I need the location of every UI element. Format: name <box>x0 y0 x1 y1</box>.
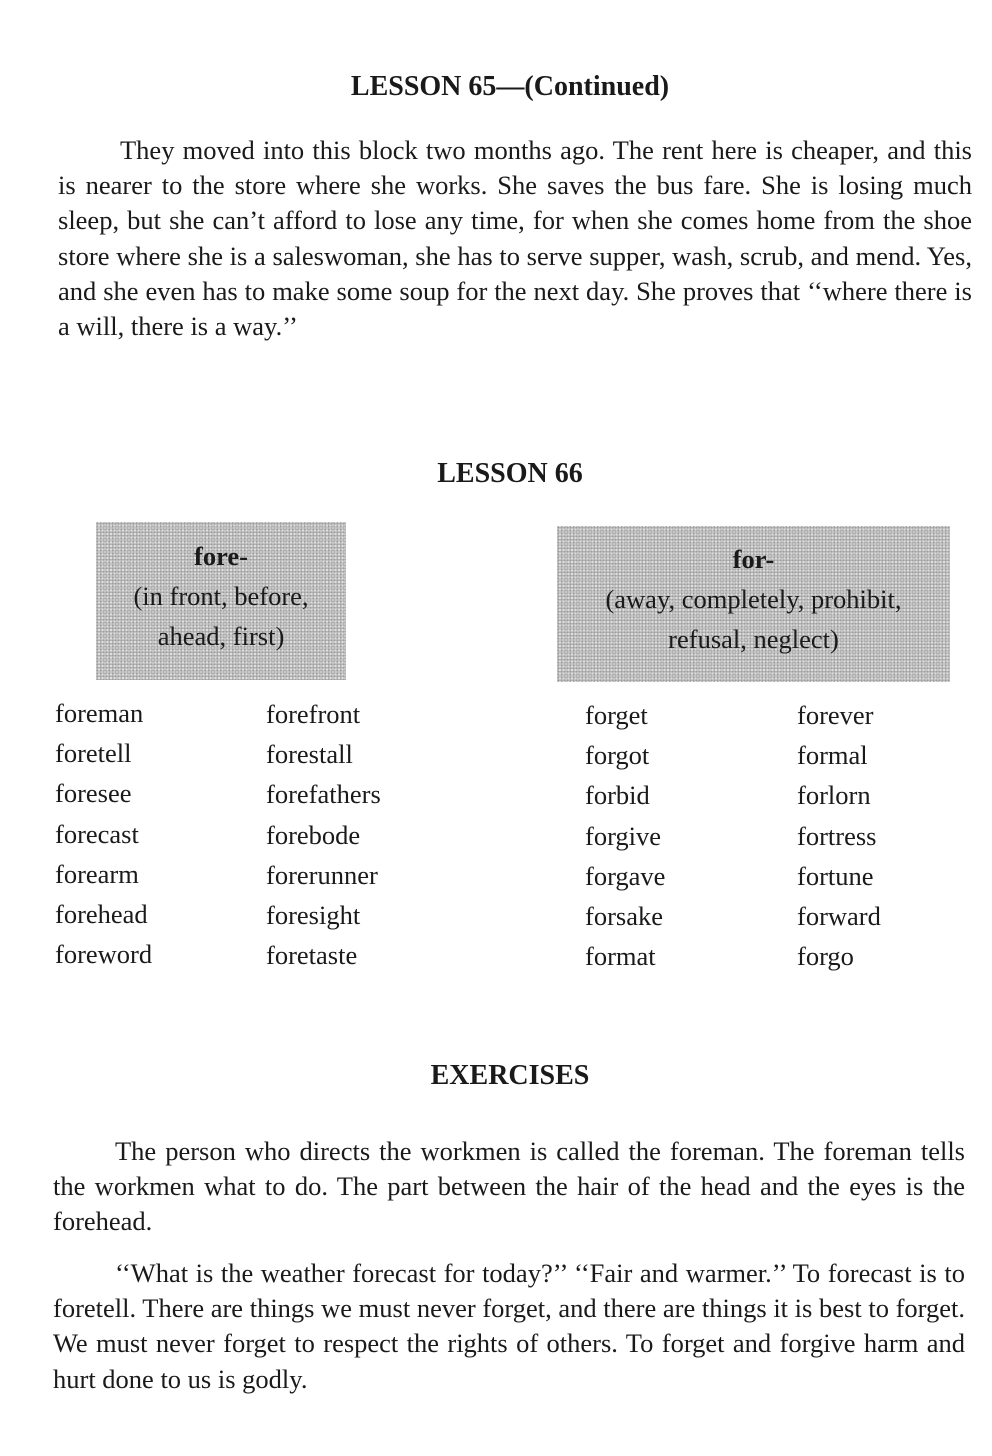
word-list-item: forefathers <box>266 779 381 810</box>
lesson-65-paragraph: They moved into this block two months ago. The rent here is cheaper, and this is nearer to the store where she works. She saves the bus fare. She is losing much sleep, but she can’t afford to lose any time, for when she comes home from the shoe store where she is a saleswoman, she has to serve supper, wash, scrub, and mend. Yes, and she even has to make some soup for the next day. She proves that ‘‘where there is a will, there is a way.’’ <box>58 135 972 342</box>
word-list-item: forehead <box>55 899 148 930</box>
word-list-item: foretell <box>55 738 132 769</box>
lesson-65-heading: LESSON 65—(Continued) <box>350 71 670 102</box>
word-list-item: forward <box>797 901 881 932</box>
for-words-column-2 <box>797 695 881 976</box>
word-list-item: forgave <box>585 860 666 891</box>
fore-meaning-line-1: (in front, before, <box>133 581 309 611</box>
exercises-paragraph-2: ‘‘What is the weather forecast for today?’’ ‘‘Fair and warmer.’’ To forecast is to foretell. There are things we must never forget, and there are things it is best to forget. We must never forget to respect the rights of others. To forget and forgive harm and hurt done to us is godly. <box>53 1258 965 1394</box>
fore-words-column-2 <box>266 694 381 975</box>
for-meaning-line-1: (away, completely, prohibit, <box>605 584 902 614</box>
word-list-item: forearm <box>55 858 139 889</box>
word-list-item: forestall <box>266 739 353 770</box>
word-list-item: forgo <box>797 941 854 972</box>
for-meaning-line-2: refusal, neglect) <box>668 624 839 654</box>
fore-meaning-line-2: ahead, first) <box>157 621 285 651</box>
for-prefix-box <box>557 526 950 682</box>
word-list-item: forgive <box>585 820 662 851</box>
word-list-item: foresee <box>55 778 132 809</box>
word-list-item: forever <box>797 700 874 730</box>
word-list-item: forbid <box>585 780 650 811</box>
word-list-item: foreman <box>55 698 144 728</box>
word-list-item: forecast <box>55 818 139 849</box>
word-list-item: formal <box>797 740 868 771</box>
word-list-item: fortress <box>797 820 877 851</box>
for-words-column-1 <box>585 695 665 976</box>
word-list-item: forlorn <box>797 780 871 811</box>
word-list-item: fortune <box>797 860 874 891</box>
exercises-heading: EXERCISES <box>430 1060 590 1091</box>
word-list-item: forebode <box>266 819 361 850</box>
word-list-item: forefront <box>266 699 361 729</box>
word-list-item: foretaste <box>266 940 358 971</box>
fore-prefix-label: fore- <box>194 541 248 571</box>
exercises-paragraph-1: The person who directs the workmen is called the foreman. The foreman tells the workmen what to do. The part between the hair of the head and the eyes is the forehead. <box>53 1136 965 1237</box>
word-list-item: forerunner <box>266 859 378 890</box>
word-list-item: forgot <box>585 740 650 771</box>
word-list-item: format <box>585 941 656 972</box>
fore-words-column-1 <box>55 693 152 974</box>
fore-prefix-box <box>96 522 346 680</box>
word-list-item: forsake <box>585 901 663 932</box>
word-list-item: foresight <box>266 900 361 931</box>
lesson-66-heading: LESSON 66 <box>437 458 583 489</box>
for-prefix-label: for- <box>732 544 775 574</box>
word-list-item: forget <box>585 700 648 730</box>
word-list-item: foreword <box>55 939 153 970</box>
